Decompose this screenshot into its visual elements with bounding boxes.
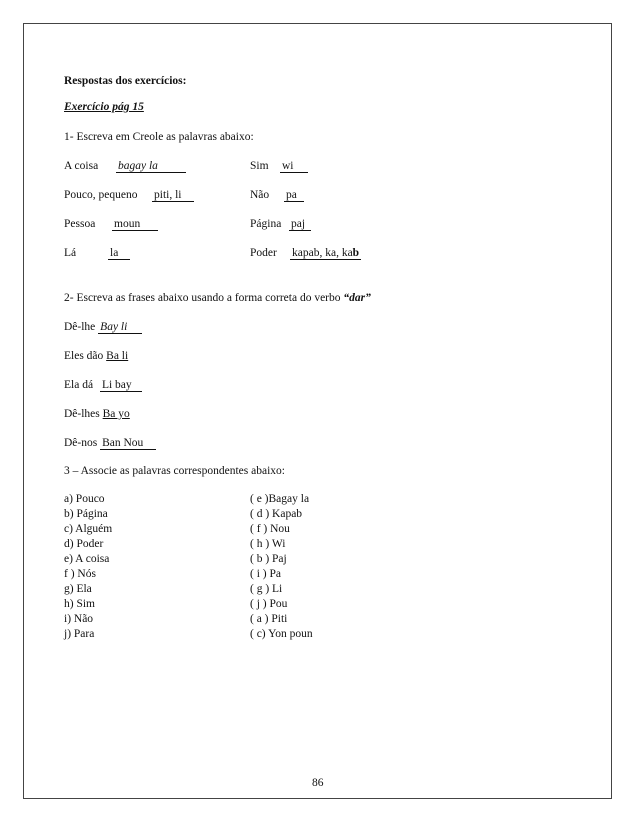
q3-right-item: ( i ) Pa — [250, 568, 281, 580]
q3-right-item: ( f ) Nou — [250, 523, 290, 535]
q3-right-item: ( a ) Piti — [250, 613, 288, 625]
q1-left-answer: moun — [112, 218, 158, 231]
page-number: 86 — [312, 777, 324, 789]
q1-right-answer: paj — [289, 218, 311, 231]
q3-right-item: ( g ) Li — [250, 583, 283, 595]
q2-item: Dê-nos Ban Nou — [64, 436, 156, 450]
q3-left-item: c) Alguém — [64, 523, 113, 535]
q2-item: Eles dão Ba li — [64, 350, 129, 362]
q3-right-item: ( c) Yon poun — [250, 628, 313, 640]
q2-item: Dê-lhes Ba yo — [64, 408, 130, 420]
q1-right-label: Página — [250, 218, 282, 230]
question-2-prompt: 2- Escreva as frases abaixo usando a forma correta do verbo “dar” — [64, 292, 371, 304]
q3-right-item: ( h ) Wi — [250, 538, 286, 550]
q3-left-item: e) A coisa — [64, 553, 110, 565]
q1-left-answer: piti, li — [152, 189, 194, 202]
q2-item: Ela dá Li bay — [64, 378, 142, 392]
answers-heading: Respostas dos exercícios: — [64, 75, 187, 87]
q3-left-item: i) Não — [64, 613, 94, 625]
q1-right-answer: wi — [280, 160, 308, 173]
q1-right-label: Poder — [250, 247, 277, 259]
q3-left-item: a) Pouco — [64, 493, 105, 505]
q1-right-label: Não — [250, 189, 270, 201]
q3-left-item: j) Para — [64, 628, 95, 640]
q1-left-answer: bagay la — [116, 160, 186, 173]
q1-right-answer: pa — [284, 189, 304, 202]
q3-right-item: ( b ) Paj — [250, 553, 287, 565]
q3-right-item: ( j ) Pou — [250, 598, 288, 610]
question-1-prompt: 1- Escreva em Creole as palavras abaixo: — [64, 131, 254, 143]
q3-left-item: b) Página — [64, 508, 108, 520]
q3-left-item: d) Poder — [64, 538, 104, 550]
q3-right-item: ( d ) Kapab — [250, 508, 303, 520]
q1-left-label: Pessoa — [64, 218, 96, 230]
q1-left-label: A coisa — [64, 160, 99, 172]
question-3-prompt: 3 – Associe as palavras correspondentes abaixo: — [64, 465, 285, 477]
q3-left-item: h) Sim — [64, 598, 95, 610]
q1-left-label: Lá — [64, 247, 77, 259]
q1-left-label: Pouco, pequeno — [64, 189, 138, 201]
exercise-title: Exercício pág 15 — [64, 101, 144, 113]
q3-left-item: g) Ela — [64, 583, 92, 595]
q1-left-answer: la — [108, 247, 130, 260]
q2-item: Dê-lhe Bay li — [64, 320, 142, 334]
q3-left-item: f ) Nós — [64, 568, 96, 580]
q3-right-item: ( e )Bagay la — [250, 493, 310, 505]
q1-right-answer: kapab, ka, kab — [292, 247, 360, 259]
q1-right-label: Sim — [250, 160, 269, 172]
